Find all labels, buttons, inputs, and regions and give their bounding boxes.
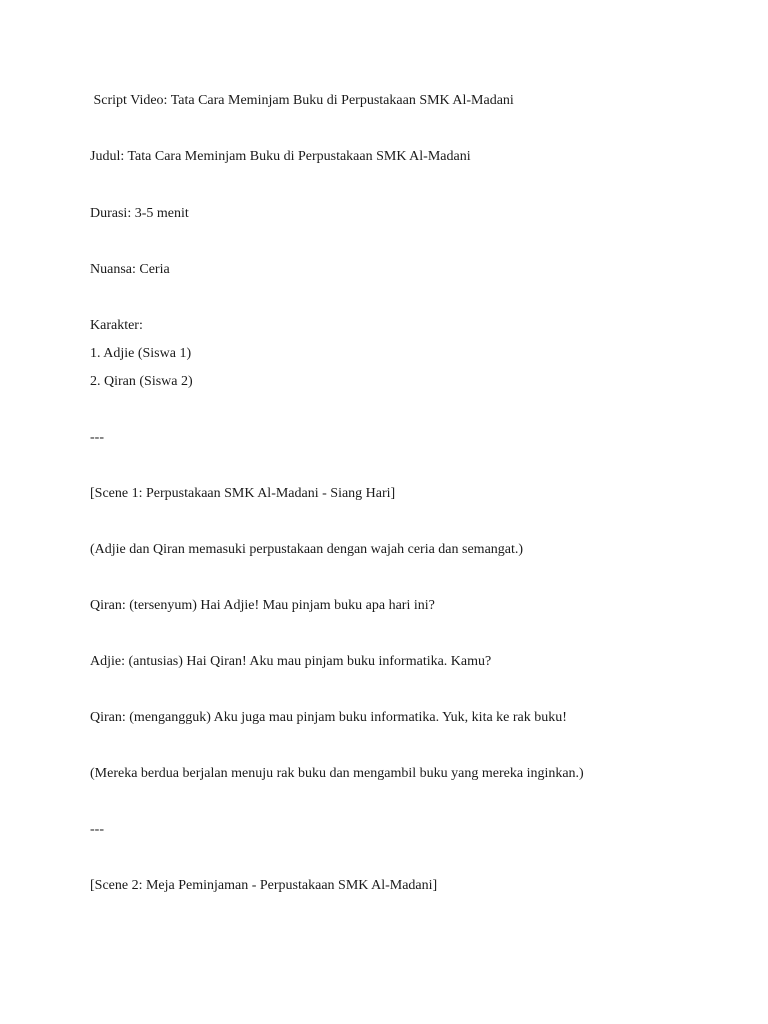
karakter-heading: Karakter:: [90, 318, 143, 333]
separator: ---: [90, 822, 104, 837]
scene1-line: Qiran: (mengangguk) Aku juga mau pinjam buku informatika. Yuk, kita ke rak buku!: [90, 710, 567, 725]
durasi-line: Durasi: 3-5 menit: [90, 206, 189, 221]
judul-line: Judul: Tata Cara Meminjam Buku di Perpustakaan SMK Al-Madani: [90, 149, 471, 164]
scene1-line: (Adjie dan Qiran memasuki perpustakaan dengan wajah ceria dan semangat.): [90, 542, 524, 557]
karakter-item: 1. Adjie (Siswa 1): [90, 346, 192, 361]
scene1-line: Adjie: (antusias) Hai Qiran! Aku mau pinjam buku informatika. Kamu?: [90, 654, 492, 669]
document-title: Script Video: Tata Cara Meminjam Buku di Perpustakaan SMK Al-Madani: [90, 93, 514, 108]
scene1-line: Qiran: (tersenyum) Hai Adjie! Mau pinjam buku apa hari ini?: [90, 598, 435, 613]
scene1-line: (Mereka berdua berjalan menuju rak buku dan mengambil buku yang mereka inginkan.): [90, 766, 584, 781]
nuansa-line: Nuansa: Ceria: [90, 262, 170, 277]
karakter-item: 2. Qiran (Siswa 2): [90, 374, 193, 389]
scene2-heading: [Scene 2: Meja Peminjaman - Perpustakaan SMK Al-Madani]: [90, 878, 438, 893]
scene1-heading: [Scene 1: Perpustakaan SMK Al-Madani - Siang Hari]: [90, 486, 396, 501]
separator: ---: [90, 430, 104, 445]
